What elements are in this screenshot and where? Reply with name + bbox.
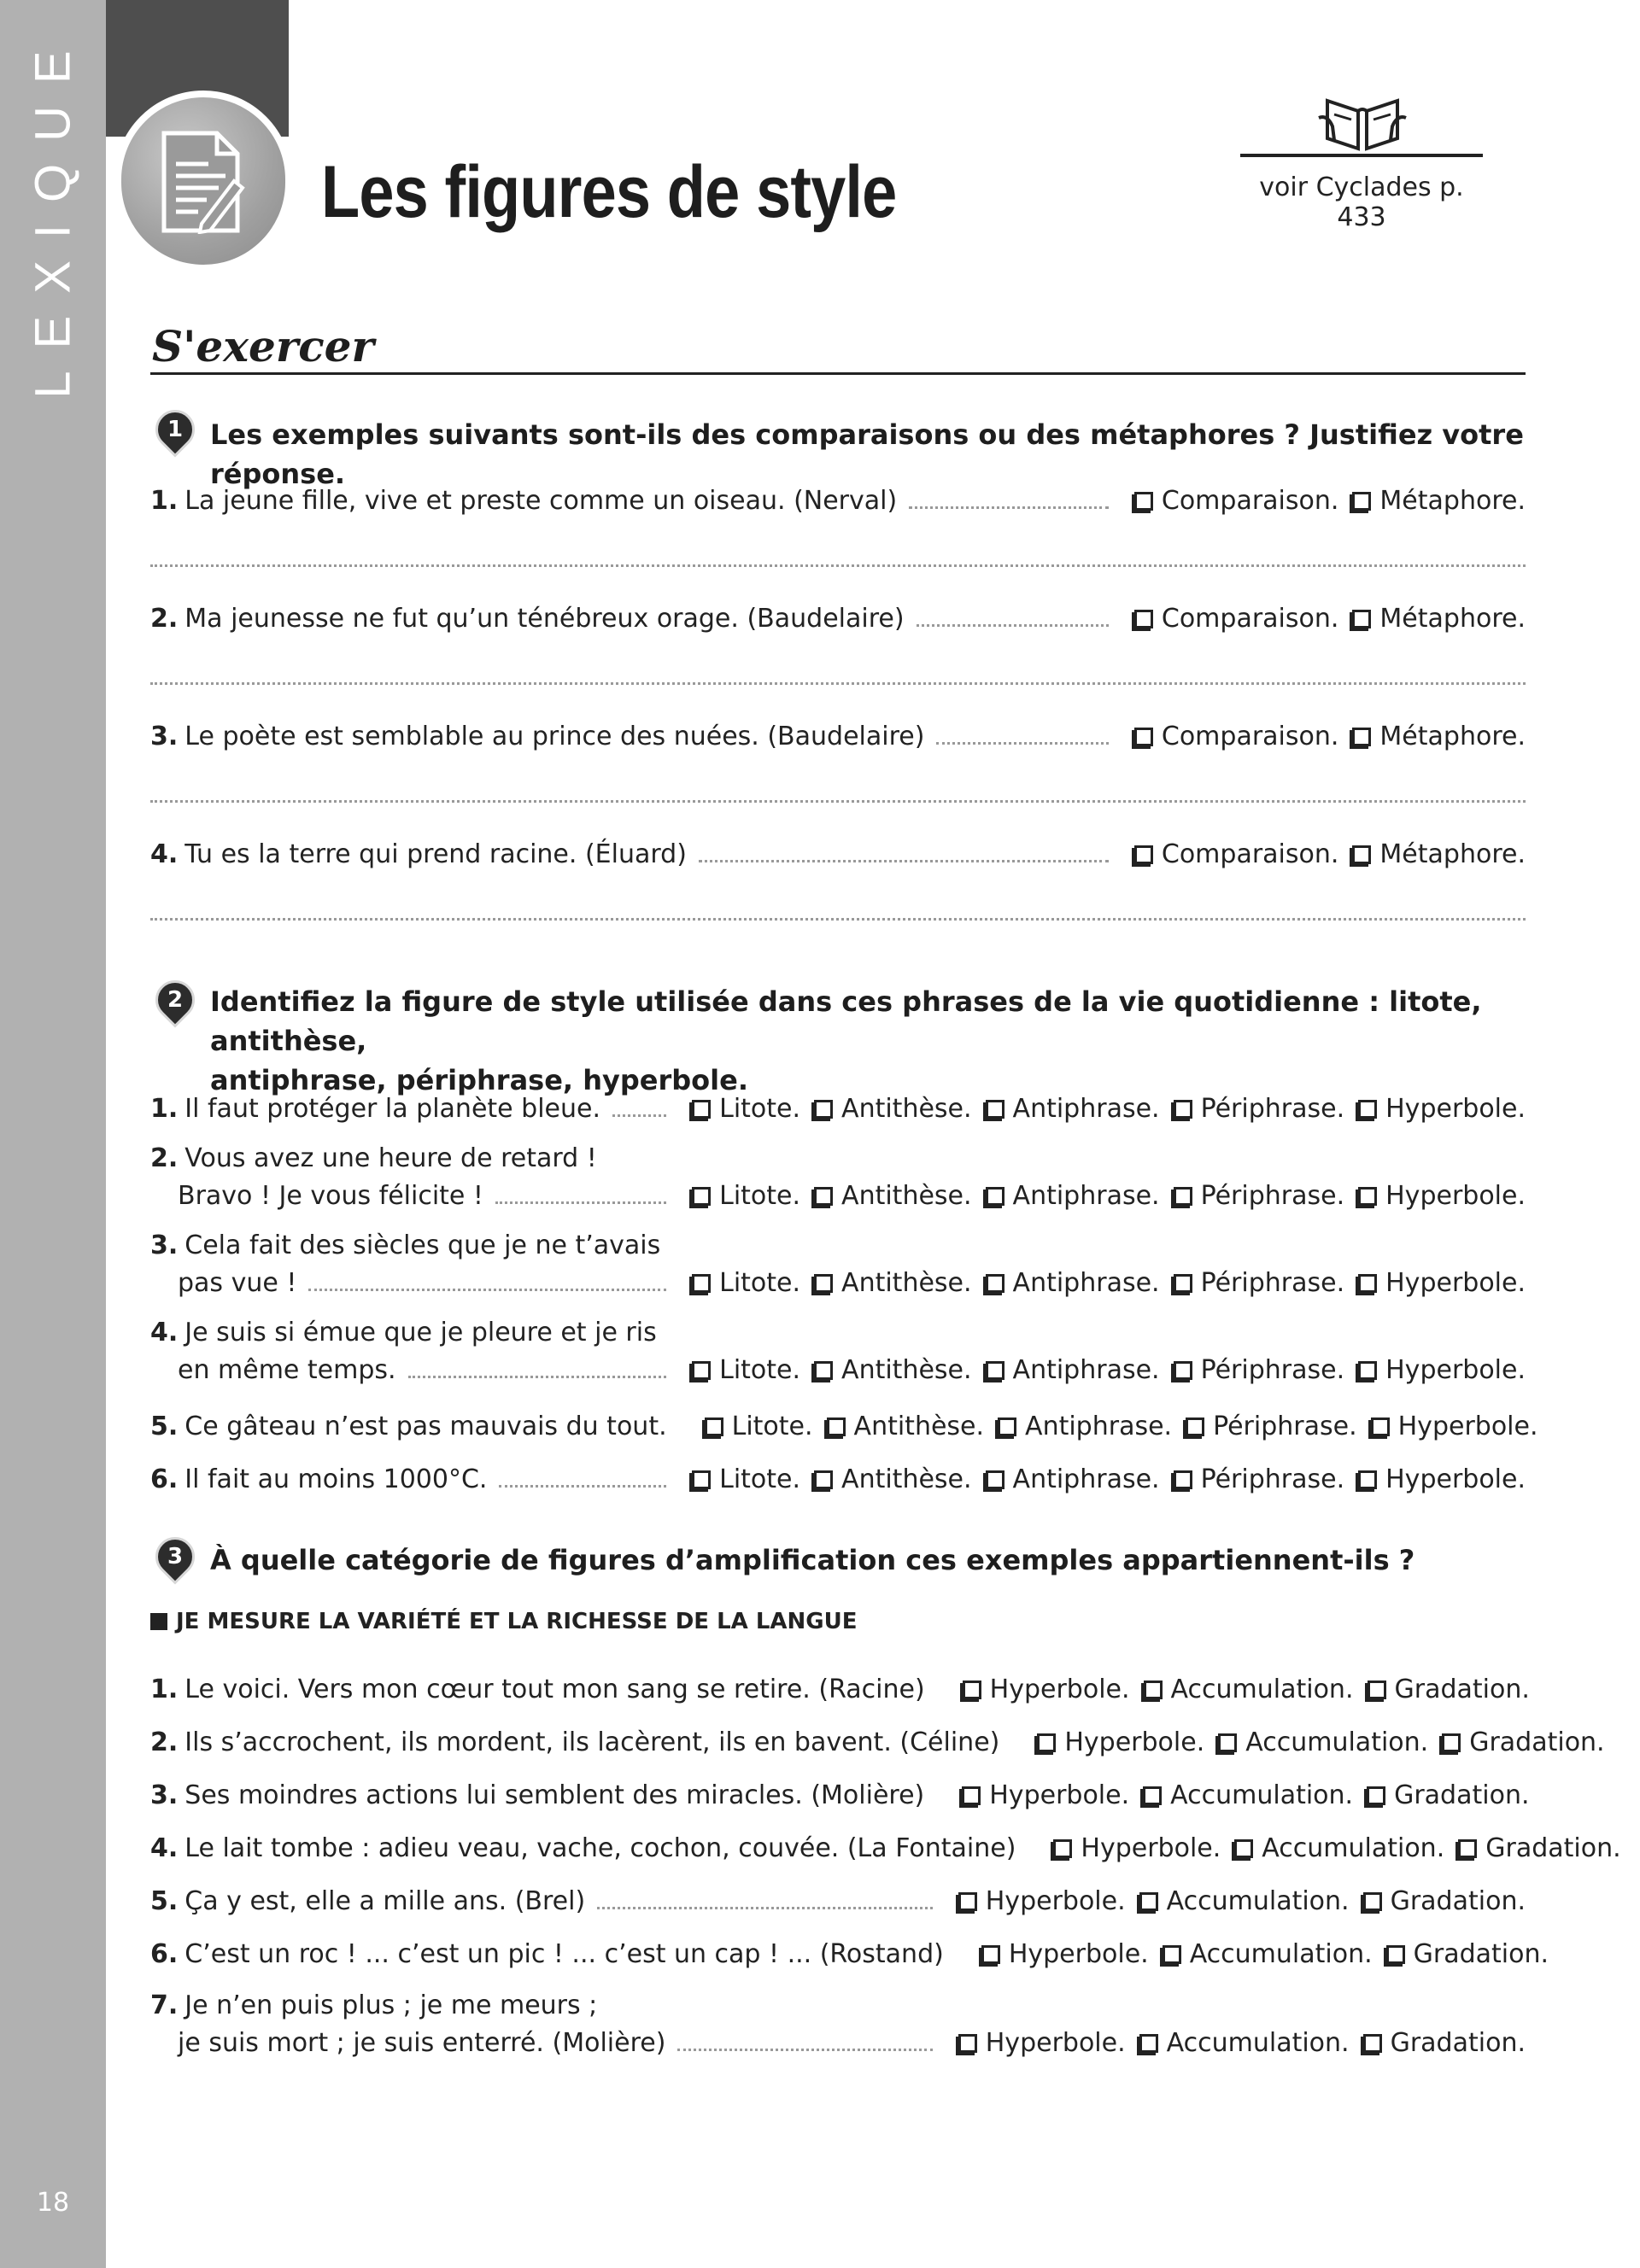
- checkbox-icon[interactable]: [986, 1100, 1004, 1119]
- checkbox-icon[interactable]: [1368, 1681, 1386, 1699]
- option-checkbox[interactable]: [1352, 604, 1526, 634]
- checkbox-icon[interactable]: [1363, 1892, 1382, 1911]
- option-label: Litote.: [731, 1412, 813, 1441]
- checkbox-icon[interactable]: [1352, 610, 1371, 628]
- item-number: 1.: [150, 1675, 179, 1704]
- exercise-3-item: [150, 1879, 1526, 1916]
- option-label: Comparaison.: [1161, 722, 1339, 751]
- option-label: Accumulation.: [1189, 1939, 1373, 1969]
- checkbox-icon[interactable]: [1174, 1274, 1192, 1293]
- option-checkbox[interactable]: [692, 1181, 800, 1211]
- option-label: Comparaison.: [1161, 839, 1339, 869]
- exercise-2-item: [150, 1457, 1526, 1494]
- item-number: 2.: [150, 1727, 179, 1757]
- item-text: Tu es la terre qui prend racine. (Éluard): [184, 839, 687, 869]
- option-checkbox[interactable]: [705, 1412, 813, 1441]
- exercise-3-number: 3: [147, 1529, 202, 1584]
- option-label: Gradation.: [1390, 1886, 1526, 1916]
- option-label: Gradation.: [1394, 1780, 1530, 1810]
- option-checkbox[interactable]: [1139, 1886, 1350, 1916]
- option-checkbox[interactable]: [1134, 604, 1339, 634]
- page-title: Les figures de style: [321, 151, 897, 233]
- checkbox-icon[interactable]: [814, 1274, 833, 1293]
- item-text-line1: Je n’en puis plus ; je me meurs ;: [184, 1990, 598, 2020]
- item-number: 4.: [150, 1833, 179, 1863]
- option-label: Métaphore.: [1379, 486, 1526, 516]
- checkbox-icon[interactable]: [1358, 1361, 1377, 1380]
- checkbox-icon[interactable]: [1134, 845, 1153, 864]
- option-label: Accumulation.: [1262, 1833, 1445, 1863]
- item-text-line2: en même temps.: [178, 1355, 396, 1385]
- answer-dots[interactable]: [936, 741, 1108, 745]
- answer-dots[interactable]: [612, 1114, 666, 1117]
- item-text: Il faut protéger la planète bleue.: [184, 1094, 601, 1124]
- option-label: Litote.: [719, 1268, 801, 1298]
- option-label: Accumulation.: [1170, 1675, 1354, 1704]
- option-checkbox[interactable]: [963, 1675, 1130, 1704]
- option-checkbox[interactable]: [986, 1268, 1160, 1298]
- checkbox-icon[interactable]: [963, 1681, 981, 1699]
- option-label: Hyperbole.: [1385, 1094, 1526, 1124]
- checkbox-icon[interactable]: [1174, 1187, 1192, 1206]
- option-checkbox[interactable]: [1371, 1412, 1538, 1441]
- option-label: Hyperbole.: [1081, 1833, 1221, 1863]
- option-label: Hyperbole.: [985, 1886, 1126, 1916]
- exercise-1-number: 1: [147, 401, 202, 457]
- checkbox-icon[interactable]: [981, 1945, 1000, 1964]
- checkbox-icon[interactable]: [986, 1274, 1004, 1293]
- option-checkbox[interactable]: [1352, 722, 1526, 751]
- answer-line[interactable]: [150, 799, 1526, 803]
- checkbox-icon[interactable]: [692, 1187, 711, 1206]
- option-checkbox[interactable]: [1367, 1780, 1529, 1810]
- item-number: 1.: [150, 486, 179, 516]
- option-label: Métaphore.: [1379, 722, 1526, 751]
- exercise-3-item: [150, 1984, 1526, 2058]
- item-number: 6.: [150, 1939, 179, 1969]
- checkbox-icon[interactable]: [1352, 845, 1371, 864]
- checkbox-icon[interactable]: [1134, 728, 1153, 746]
- exercise-3-subheading-text: JE MESURE LA VARIÉTÉ ET LA RICHESSE DE LA LANGUE: [176, 1609, 858, 1634]
- checkbox-icon[interactable]: [814, 1100, 833, 1119]
- answer-line[interactable]: [150, 917, 1526, 921]
- item-number: 5.: [150, 1412, 179, 1441]
- option-checkbox[interactable]: [1174, 1355, 1345, 1385]
- section-rule: [150, 372, 1526, 375]
- option-label: Accumulation.: [1166, 1886, 1350, 1916]
- option-checkbox[interactable]: [962, 1780, 1129, 1810]
- checkbox-icon[interactable]: [958, 2034, 977, 2053]
- checkbox-icon[interactable]: [814, 1361, 833, 1380]
- option-checkbox[interactable]: [1352, 486, 1526, 516]
- option-label: Antithèse.: [841, 1355, 972, 1385]
- option-label: Litote.: [719, 1464, 801, 1494]
- checkbox-icon[interactable]: [692, 1274, 711, 1293]
- option-label: Gradation.: [1469, 1727, 1605, 1757]
- item-text: Ça y est, elle a mille ans. (Brel): [184, 1886, 586, 1916]
- item-text: Le lait tombe : adieu veau, vache, cochon, couvée. (La Fontaine): [184, 1833, 1016, 1863]
- answer-dots[interactable]: [308, 1288, 666, 1291]
- item-text-line2: je suis mort ; je suis enterré. (Molière): [178, 2028, 666, 2058]
- checkbox-icon[interactable]: [1352, 728, 1371, 746]
- option-label: Antithèse.: [841, 1268, 972, 1298]
- checkbox-icon[interactable]: [814, 1187, 833, 1206]
- option-label: Antiphrase.: [1012, 1268, 1160, 1298]
- option-checkbox[interactable]: [1144, 1675, 1354, 1704]
- exercise-3-item: [150, 1720, 1605, 1757]
- option-label: Hyperbole.: [1008, 1939, 1149, 1969]
- exercise-2-item: [150, 1086, 1526, 1124]
- checkbox-icon[interactable]: [814, 1470, 833, 1489]
- item-number: 1.: [150, 1094, 179, 1124]
- option-label: Antithèse.: [841, 1094, 972, 1124]
- option-label: Gradation.: [1485, 1833, 1621, 1863]
- option-label: Litote.: [719, 1181, 801, 1211]
- option-label: Comparaison.: [1161, 486, 1339, 516]
- option-label: Périphrase.: [1200, 1094, 1345, 1124]
- option-label: Hyperbole.: [1385, 1464, 1526, 1494]
- checkbox-icon[interactable]: [962, 1786, 981, 1805]
- answer-dots[interactable]: [677, 2048, 932, 2051]
- item-text: Ils s’accrochent, ils mordent, ils lacèrent, ils en bavent. (Céline): [184, 1727, 1000, 1757]
- option-checkbox[interactable]: [1174, 1268, 1345, 1298]
- option-checkbox[interactable]: [692, 1464, 800, 1494]
- option-checkbox[interactable]: [1442, 1727, 1604, 1757]
- option-label: Hyperbole.: [989, 1780, 1130, 1810]
- option-checkbox[interactable]: [1134, 722, 1339, 751]
- checkbox-icon[interactable]: [1367, 1786, 1385, 1805]
- exercise-2-item: [150, 1404, 1538, 1441]
- answer-dots[interactable]: [408, 1375, 667, 1378]
- checkbox-icon[interactable]: [1174, 1100, 1192, 1119]
- option-label: Litote.: [719, 1355, 801, 1385]
- answer-dots[interactable]: [699, 859, 1109, 862]
- item-number: 4.: [150, 839, 179, 869]
- option-checkbox[interactable]: [1134, 486, 1339, 516]
- answer-dots[interactable]: [499, 1484, 666, 1488]
- option-checkbox[interactable]: [814, 1464, 972, 1494]
- option-checkbox[interactable]: [814, 1181, 972, 1211]
- item-text-line1: Cela fait des siècles que je ne t’avais: [184, 1230, 661, 1260]
- option-checkbox[interactable]: [1386, 1939, 1549, 1969]
- checkbox-icon[interactable]: [1386, 1945, 1405, 1964]
- option-label: Accumulation.: [1166, 2028, 1350, 2058]
- answer-dots[interactable]: [495, 1201, 666, 1204]
- checkbox-icon[interactable]: [1174, 1361, 1192, 1380]
- option-checkbox[interactable]: [692, 1268, 800, 1298]
- reference-text: voir Cyclades p. 433: [1259, 172, 1464, 232]
- item-text-line1: Je suis si émue que je pleure et je ris: [184, 1318, 657, 1347]
- option-checkbox[interactable]: [814, 1268, 972, 1298]
- exercise-2-title-line1: Identifiez la figure de style utilisée dans ces phrases de la vie quotidienne : litote, antithèse,: [210, 985, 1482, 1057]
- item-number: 6.: [150, 1464, 179, 1494]
- exercise-3-item: [150, 1932, 1549, 1969]
- option-label: Métaphore.: [1379, 604, 1526, 634]
- checkbox-icon[interactable]: [986, 1470, 1004, 1489]
- checkbox-icon[interactable]: [1234, 1839, 1253, 1858]
- option-checkbox[interactable]: [1358, 1181, 1526, 1211]
- document-pencil-icon: [159, 130, 248, 234]
- exercise-3-item: [150, 1667, 1530, 1704]
- checkbox-icon[interactable]: [1139, 2034, 1158, 2053]
- item-text: Ce gâteau n’est pas mauvais du tout.: [184, 1412, 667, 1441]
- checkbox-icon[interactable]: [986, 1361, 1004, 1380]
- checkbox-icon[interactable]: [1134, 610, 1153, 628]
- square-bullet-icon: [150, 1613, 167, 1630]
- checkbox-icon[interactable]: [1442, 1733, 1461, 1752]
- option-checkbox[interactable]: [958, 1886, 1126, 1916]
- exercise-3-item: [150, 1826, 1621, 1863]
- option-checkbox[interactable]: [1358, 1355, 1526, 1385]
- option-label: Accumulation.: [1170, 1780, 1354, 1810]
- checkbox-icon[interactable]: [1363, 2034, 1382, 2053]
- sidebar: [0, 0, 106, 2268]
- exercise-1-item: [150, 478, 1526, 516]
- answer-dots[interactable]: [917, 623, 1109, 627]
- section-label: LEXIQUE: [25, 28, 81, 399]
- item-text: Le voici. Vers mon cœur tout mon sang se retire. (Racine): [184, 1675, 925, 1704]
- option-label: Litote.: [719, 1094, 801, 1124]
- option-checkbox[interactable]: [814, 1094, 972, 1124]
- item-number: 2.: [150, 1143, 179, 1173]
- option-label: Hyperbole.: [985, 2028, 1126, 2058]
- checkbox-icon[interactable]: [986, 1187, 1004, 1206]
- checkbox-icon[interactable]: [1218, 1733, 1237, 1752]
- item-number: 3.: [150, 722, 179, 751]
- option-checkbox[interactable]: [998, 1412, 1172, 1441]
- option-checkbox[interactable]: [1363, 1886, 1526, 1916]
- checkbox-icon[interactable]: [705, 1418, 723, 1436]
- checkbox-icon[interactable]: [1174, 1470, 1192, 1489]
- checkbox-icon[interactable]: [1358, 1274, 1377, 1293]
- item-number: 3.: [150, 1780, 179, 1810]
- checkbox-icon[interactable]: [1352, 492, 1371, 511]
- option-label: Antithèse.: [841, 1181, 972, 1211]
- option-checkbox[interactable]: [692, 1094, 800, 1124]
- item-text: C’est un roc ! ... c’est un pic ! ... c’est un cap ! ... (Rostand): [184, 1939, 944, 1969]
- answer-line[interactable]: [150, 564, 1526, 567]
- option-checkbox[interactable]: [1358, 1464, 1526, 1494]
- option-checkbox[interactable]: [1368, 1675, 1530, 1704]
- option-checkbox[interactable]: [1352, 839, 1526, 869]
- checkbox-icon[interactable]: [1053, 1839, 1072, 1858]
- checkbox-icon[interactable]: [692, 1470, 711, 1489]
- option-label: Antiphrase.: [1012, 1464, 1160, 1494]
- exercise-2-item: [150, 1225, 1526, 1298]
- option-checkbox[interactable]: [986, 1181, 1160, 1211]
- option-label: Hyperbole.: [1385, 1268, 1526, 1298]
- item-number: 3.: [150, 1230, 179, 1260]
- option-label: Hyperbole.: [1064, 1727, 1205, 1757]
- exercise-1-item: [150, 596, 1526, 634]
- option-label: Gradation.: [1413, 1939, 1549, 1969]
- option-checkbox[interactable]: [1218, 1727, 1428, 1757]
- section-heading: S'exercer: [152, 321, 374, 371]
- option-label: Hyperbole.: [1397, 1412, 1538, 1441]
- option-label: Périphrase.: [1213, 1412, 1357, 1441]
- answer-dots[interactable]: [597, 1906, 933, 1909]
- option-label: Hyperbole.: [1385, 1181, 1526, 1211]
- option-label: Périphrase.: [1200, 1355, 1345, 1385]
- option-checkbox[interactable]: [1134, 839, 1339, 869]
- exercise-3-title: À quelle catégorie de figures d’amplification ces exemples appartiennent-ils ?: [210, 1544, 1415, 1576]
- checkbox-icon[interactable]: [998, 1418, 1016, 1436]
- option-label: Gradation.: [1394, 1675, 1530, 1704]
- option-checkbox[interactable]: [692, 1355, 800, 1385]
- option-label: Antiphrase.: [1012, 1181, 1160, 1211]
- option-checkbox[interactable]: [1037, 1727, 1204, 1757]
- option-label: Comparaison.: [1161, 604, 1339, 634]
- reading-book-icon: [1315, 92, 1409, 154]
- option-label: Accumulation.: [1245, 1727, 1429, 1757]
- option-checkbox[interactable]: [1143, 1780, 1353, 1810]
- option-checkbox[interactable]: [1358, 1268, 1526, 1298]
- option-label: Métaphore.: [1379, 839, 1526, 869]
- exercise-2-item: [150, 1312, 1526, 1385]
- checkbox-icon[interactable]: [1186, 1418, 1204, 1436]
- option-label: Antiphrase.: [1012, 1355, 1160, 1385]
- item-text-line1: Vous avez une heure de retard !: [184, 1143, 597, 1173]
- option-label: Gradation.: [1390, 2028, 1526, 2058]
- option-label: Hyperbole.: [1385, 1355, 1526, 1385]
- item-number: 2.: [150, 604, 179, 634]
- checkbox-icon[interactable]: [1143, 1786, 1162, 1805]
- item-number: 5.: [150, 1886, 179, 1916]
- option-label: Antiphrase.: [1025, 1412, 1173, 1441]
- exercise-2-title-line2: antiphrase, périphrase, hyperbole.: [210, 1064, 748, 1096]
- exercise-1-item: [150, 714, 1526, 751]
- item-text-line2: Bravo ! Je vous félicite !: [178, 1181, 483, 1211]
- option-label: Périphrase.: [1200, 1268, 1345, 1298]
- checkbox-icon[interactable]: [692, 1100, 711, 1119]
- option-label: Périphrase.: [1200, 1464, 1345, 1494]
- exercise-1-title: Les exemples suivants sont-ils des comparaisons ou des métaphores ? Justifiez votre réponse.: [210, 418, 1524, 490]
- item-text: Le poète est semblable au prince des nuées. (Baudelaire): [184, 722, 925, 751]
- option-checkbox[interactable]: [827, 1412, 985, 1441]
- option-checkbox[interactable]: [1458, 1833, 1620, 1863]
- option-checkbox[interactable]: [1363, 2028, 1526, 2058]
- option-checkbox[interactable]: [1174, 1464, 1345, 1494]
- exercise-2-number: 2: [147, 972, 202, 1027]
- checkbox-icon[interactable]: [827, 1418, 846, 1436]
- option-checkbox[interactable]: [1186, 1412, 1357, 1441]
- exercise-3-subheading: [150, 1609, 858, 1634]
- option-label: Hyperbole.: [989, 1675, 1130, 1704]
- option-checkbox[interactable]: [958, 2028, 1126, 2058]
- option-checkbox[interactable]: [1174, 1094, 1345, 1124]
- checkbox-icon[interactable]: [1358, 1470, 1377, 1489]
- option-checkbox[interactable]: [986, 1094, 1160, 1124]
- checkbox-icon[interactable]: [1163, 1945, 1181, 1964]
- checkbox-icon[interactable]: [958, 1892, 977, 1911]
- exercise-2-item: [150, 1137, 1526, 1211]
- item-text: Ses moindres actions lui semblent des miracles. (Molière): [184, 1780, 925, 1810]
- option-checkbox[interactable]: [814, 1355, 972, 1385]
- checkbox-icon[interactable]: [1358, 1187, 1377, 1206]
- item-number: 4.: [150, 1318, 179, 1347]
- checkbox-icon[interactable]: [1037, 1733, 1056, 1752]
- option-label: Périphrase.: [1200, 1181, 1345, 1211]
- exercise-2-title: [210, 982, 1526, 1100]
- option-checkbox[interactable]: [1234, 1833, 1444, 1863]
- item-text: Il fait au moins 1000°C.: [184, 1464, 488, 1494]
- item-number: 7.: [150, 1990, 179, 2020]
- option-checkbox[interactable]: [1163, 1939, 1373, 1969]
- answer-line[interactable]: [150, 681, 1526, 685]
- item-text: La jeune fille, vive et preste comme un oiseau. (Nerval): [184, 486, 898, 516]
- item-text: Ma jeunesse ne fut qu’un ténébreux orage. (Baudelaire): [184, 604, 905, 634]
- checkbox-icon[interactable]: [1144, 1681, 1163, 1699]
- checkbox-icon[interactable]: [1358, 1100, 1377, 1119]
- checkbox-icon[interactable]: [692, 1361, 711, 1380]
- option-checkbox[interactable]: [1139, 2028, 1350, 2058]
- option-checkbox[interactable]: [1358, 1094, 1526, 1124]
- option-checkbox[interactable]: [1053, 1833, 1221, 1863]
- checkbox-icon[interactable]: [1371, 1418, 1390, 1436]
- option-label: Antiphrase.: [1012, 1094, 1160, 1124]
- option-checkbox[interactable]: [986, 1355, 1160, 1385]
- reference-rule: [1240, 154, 1483, 157]
- option-label: Antithèse.: [841, 1464, 972, 1494]
- exercise-1-item: [150, 832, 1526, 869]
- page-number: 18: [36, 2188, 70, 2218]
- option-checkbox[interactable]: [981, 1939, 1149, 1969]
- option-checkbox[interactable]: [986, 1464, 1160, 1494]
- answer-dots[interactable]: [909, 506, 1109, 509]
- option-label: Antithèse.: [853, 1412, 985, 1441]
- item-text-line2: pas vue !: [178, 1268, 297, 1298]
- checkbox-icon[interactable]: [1458, 1839, 1477, 1858]
- checkbox-icon[interactable]: [1134, 492, 1153, 511]
- checkbox-icon[interactable]: [1139, 1892, 1158, 1911]
- option-checkbox[interactable]: [1174, 1181, 1345, 1211]
- exercise-3-item: [150, 1773, 1530, 1810]
